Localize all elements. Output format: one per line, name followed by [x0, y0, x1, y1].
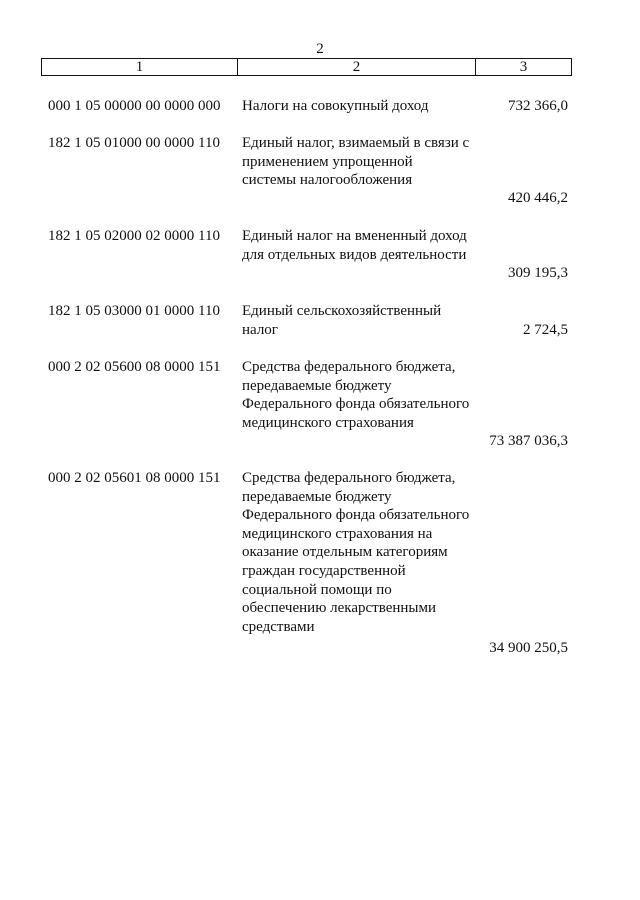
item-amount: 420 446,2	[508, 190, 568, 207]
item-name: Средства федерального бюджета, передаваемые бюджету Федерального фонда обязательного медицинского страхования на оказание отдельным категориям граждан государственной социальной помощи по обеспечению лекарственными средствами	[242, 470, 470, 635]
column-header-code: 1	[42, 59, 238, 75]
budget-code: 000 1 05 00000 00 0000 000	[48, 98, 221, 114]
table-row	[0, 227, 640, 283]
table-row	[0, 302, 640, 340]
item-name: Единый налог, взимаемый в связи с применением упрощенной системы налогообложения	[242, 135, 470, 189]
page-number: 2	[316, 41, 324, 57]
item-amount: 309 195,3	[508, 265, 568, 282]
item-amount: 732 366,0	[508, 98, 568, 115]
item-name: Единый налог на вмененный доход для отдельных видов деятельности	[242, 228, 467, 263]
table-row	[0, 469, 640, 657]
column-header-name: 2	[238, 59, 476, 75]
table-header	[41, 58, 572, 76]
table-row	[0, 97, 640, 116]
item-amount: 34 900 250,5	[489, 640, 568, 657]
budget-code: 000 2 02 05600 08 0000 151	[48, 359, 221, 375]
budget-code: 182 1 05 03000 01 0000 110	[48, 303, 220, 319]
item-name: Средства федерального бюджета, передаваемые бюджету Федерального фонда обязательного медицинского страхования	[242, 359, 470, 431]
budget-code: 000 2 02 05601 08 0000 151	[48, 470, 221, 486]
table-row	[0, 134, 640, 208]
table-body	[0, 97, 640, 657]
budget-code: 182 1 05 02000 02 0000 110	[48, 228, 220, 244]
budget-code: 182 1 05 01000 00 0000 110	[48, 135, 220, 151]
item-amount: 2 724,5	[523, 322, 568, 339]
item-amount: 73 387 036,3	[489, 433, 568, 450]
item-name: Единый сельскохозяйственный налог	[242, 303, 442, 338]
column-header-amount: 3	[519, 59, 528, 75]
table-row	[0, 358, 640, 451]
item-name: Налоги на совокупный доход	[242, 98, 429, 114]
